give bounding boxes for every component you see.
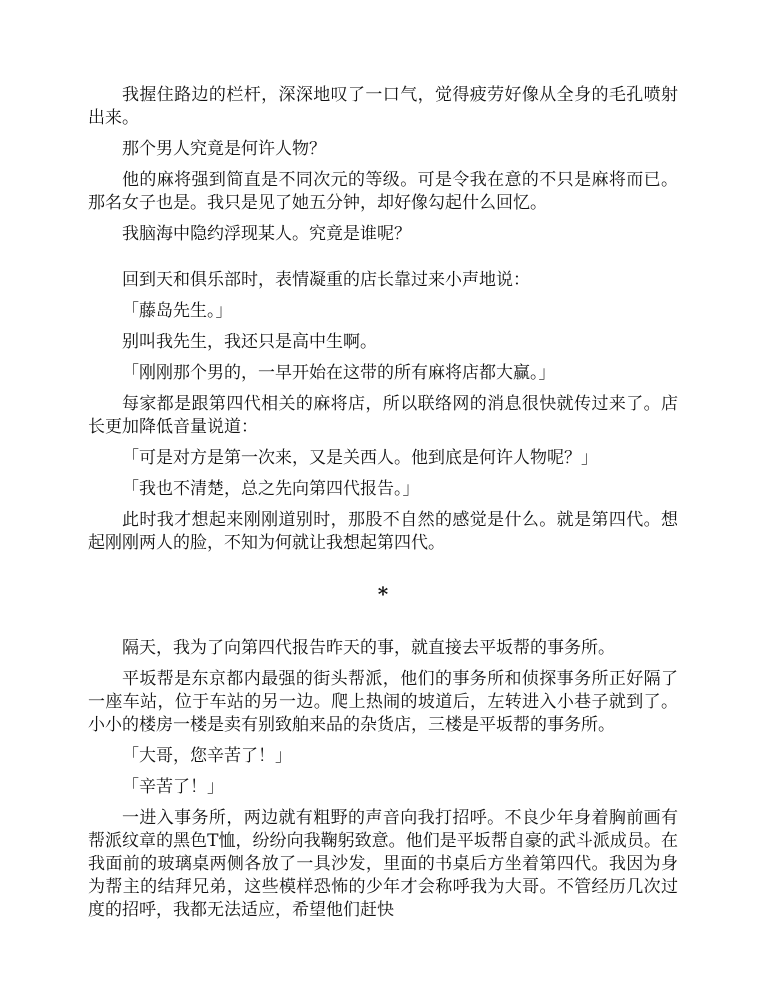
paragraph: 每家都是跟第四代相关的麻将店，所以联络网的消息很快就传过来了。店长更加降低音量说道： (88, 394, 678, 437)
paragraph: 「刚刚那个男的，一早开始在这带的所有麻将店都大赢。」 (122, 363, 556, 383)
paragraph: 隔天，我为了向第四代报告昨天的事，就直接去平坂帮的事务所。 (122, 638, 615, 658)
paragraph: 「大哥，您辛苦了！」 (122, 746, 292, 766)
paragraph: 此时我才想起来刚刚道别时，那股不自然的感觉是什么。就是第四代。想起刚刚两人的脸，不知为何就让我想起第四代。 (88, 510, 678, 553)
paragraph: 他的麻将强到简直是不同次元的等级。可是令我在意的不只是麻将而已。那名女子也是。我只是见了她五分钟，却好像勾起什么回忆。 (88, 170, 678, 213)
section-gap (88, 254, 678, 269)
paragraph: 回到天和俱乐部时，表情凝重的店长靠过来小声地说： (122, 270, 530, 290)
paragraph: 「我也不清楚，总之先向第四代报告。」 (122, 479, 420, 499)
document-page (88, 84, 678, 930)
paragraph: 那个男人究竟是何许人物？ (122, 139, 326, 159)
paragraph: 别叫我先生，我还只是高中生啊。 (122, 332, 377, 352)
paragraph: 「可是对方是第一次来，又是关西人。他到底是何许人物呢？」 (122, 448, 598, 468)
paragraph: 我脑海中隐约浮现某人。究竟是谁呢？ (122, 224, 411, 244)
paragraph: 平坂帮是东京都内最强的街头帮派，他们的事务所和侦探事务所正好隔了一座车站，位于车站的另一边。爬上热闹的坡道后，左转进入小巷子就到了。小小的楼房一楼是卖有别致舶来品的杂货店，三楼是平坂帮的事务所。 (88, 669, 678, 735)
paragraph: 「辛苦了！」 (122, 777, 224, 797)
paragraph: 一进入事务所，两边就有粗野的声音向我打招呼。不良少年身着胸前画有帮派纹章的黑色T恤，纷纷向我鞠躬致意。他们是平坂帮自豪的武斗派成员。在我面前的玻璃桌两侧各放了一具沙发，里面的书桌后方坐着第四代。我因为身为帮主的结拜兄弟，这些模样恐怖的少年才会称呼我为大哥。不管经历几次过度的招呼，我都无法适应，希望他们赶快 (88, 808, 678, 920)
paragraph: 我握住路边的栏杆，深深地叹了一口气，觉得疲劳好像从全身的毛孔喷射出来。 (88, 85, 678, 128)
section-separator: * (377, 582, 389, 606)
paragraph: 「藤岛先生。」 (122, 301, 233, 321)
